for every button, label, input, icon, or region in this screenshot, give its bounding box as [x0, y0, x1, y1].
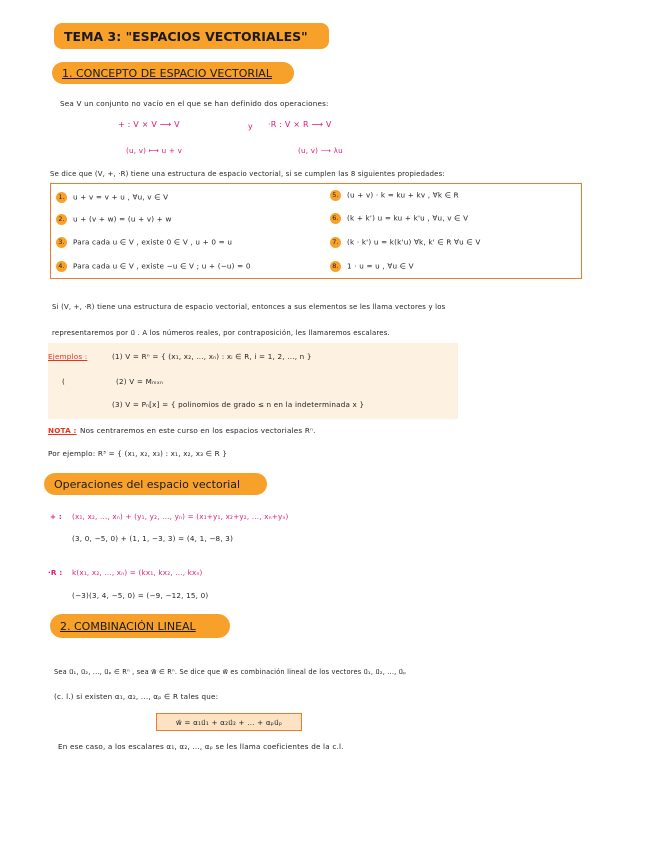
property-number: 8. — [330, 261, 341, 272]
section-heading-operaciones — [44, 473, 267, 495]
property-text: (k · k') u = k(k'u) ∀k, k' ∈ R ∀u ∈ V — [347, 237, 481, 247]
sum-operation-definition: (x₁, x₂, ..., xₙ) + (y₁, y₂, ..., yₙ) = (x₁+y₁, x₂+y₂, ..., xₙ+yₙ) — [72, 512, 289, 521]
section-heading-concepto-text: 1. CONCEPTO DE ESPACIO VECTORIAL — [62, 66, 272, 80]
property-number: 4. — [56, 261, 67, 272]
linear-combination-equation: w⃗ = α₁u⃗₁ + α₂u⃗₂ + ... + αₚu⃗ₚ — [175, 717, 283, 727]
sum-operation-example: (3, 0, −5, 0) + (1, 1, −3, 3) = (4, 1, −8, 3) — [72, 534, 234, 543]
section-heading-combinacion — [50, 614, 230, 638]
linear-combination-line-3: En ese caso, a los escalares α₁, α₂, ..., αₚ se les llama coeficientes de la c.l. — [58, 742, 344, 751]
property-2 — [56, 214, 172, 225]
examples-bracket-mark: ( — [62, 377, 66, 386]
sum-operation-label: + : — [50, 512, 62, 521]
property-7 — [330, 237, 480, 248]
page-title — [54, 23, 329, 49]
scalar-operation-label: ·R : — [48, 568, 63, 577]
property-number: 1. — [56, 192, 67, 203]
property-8 — [330, 261, 414, 272]
property-number: 2. — [56, 214, 67, 225]
example-2: (2) V = Mₘₓₙ — [116, 377, 164, 386]
property-text: (u + v) · k = ku + kv , ∀k ∈ R — [347, 190, 459, 200]
section-heading-operaciones-text: Operaciones del espacio vectorial — [54, 477, 241, 491]
property-number: 5. — [330, 190, 341, 201]
op-plus-def: + : V × V ⟶ V — [118, 120, 180, 129]
example-1: (1) V = Rⁿ = { (x₁, x₂, ..., xₙ) : xᵢ ∈ R, i = 1, 2, ..., n } — [112, 352, 312, 361]
linear-combination-line-2: (c. l.) si existen α₁, α₂, ..., αₚ ∈ R tales que: — [54, 692, 219, 701]
vectors-paragraph-line-1: Si (V, +, ·R) tiene una estructura de espacio vectorial, entonces a sus elementos se les llama vectores y los — [52, 303, 446, 311]
property-number: 7. — [330, 237, 341, 248]
example-3: (3) V = Pₙ[x] = { polinomios de grado ≤ n en la indeterminada x } — [112, 400, 365, 409]
page-title-text: TEMA 3: "ESPACIOS VECTORIALES" — [64, 28, 308, 44]
op-dot-def: ·R : V × R ⟶ V — [268, 120, 332, 129]
linear-combination-equation-box — [156, 713, 302, 731]
note-text: Nos centraremos en este curso en los espacios vectoriales Rⁿ. — [80, 426, 316, 435]
property-text: u + v = v + u , ∀u, v ∈ V — [73, 192, 169, 202]
property-text: Para cada u ∈ V , existe −u ∈ V ; u + (−u) = 0 — [73, 261, 251, 271]
vectors-paragraph-line-2: representaremos por u⃗ . A los números reales, por contraposición, les llamaremos escalares. — [52, 329, 390, 337]
examples-label: Ejemplos : — [48, 352, 88, 361]
scalar-operation-example: (−3)(3, 4, −5, 0) = (−9, −12, 15, 0) — [72, 591, 209, 600]
property-number: 3. — [56, 237, 67, 248]
property-1 — [56, 192, 168, 203]
op-plus-map: (u, v) ⟼ u + v — [126, 146, 183, 155]
property-text: (k + k') u = ku + k'u , ∀u, v ∈ V — [347, 213, 469, 223]
intro-line-1: Sea V un conjunto no vacío en el que se han definido dos operaciones: — [60, 99, 329, 108]
note-example: Por ejemplo: R³ = { (x₁, x₂, x₃) : x₁, x₂, x₃ ∈ R } — [48, 449, 228, 458]
property-number: 6. — [330, 213, 341, 224]
property-text: u + (v + w) = (u + v) + w — [73, 214, 172, 224]
op-and: y — [248, 122, 253, 131]
property-3 — [56, 237, 232, 248]
intro-line-2: Se dice que (V, +, ·R) tiene una estructura de espacio vectorial, si se cumplen las 8 siguientes propiedades: — [50, 170, 445, 178]
property-6 — [330, 213, 468, 224]
property-5 — [330, 190, 459, 201]
scalar-operation-definition: k(x₁, x₂, ..., xₙ) = (kx₁, kx₂, ..., kxₙ) — [72, 568, 203, 577]
section-heading-combinacion-text: 2. COMBINACIÓN LINEAL — [60, 619, 196, 633]
property-4 — [56, 261, 251, 272]
linear-combination-line-1: Sea u⃗₁, u⃗₂, ..., u⃗ₚ ∈ Rⁿ , sea w⃗ ∈ Rⁿ. Se dice que w⃗ es combinación lineal de los vectores u⃗₁, u⃗₂, ..., u⃗ₚ — [54, 668, 407, 676]
section-heading-concepto — [52, 62, 294, 84]
property-text: Para cada u ∈ V , existe 0 ∈ V , u + 0 = u — [73, 237, 233, 247]
note-label: NOTA : — [48, 426, 77, 435]
property-text: 1 · u = u , ∀u ∈ V — [347, 261, 414, 271]
op-dot-map: (u, v) ⟶ λu — [298, 146, 343, 155]
